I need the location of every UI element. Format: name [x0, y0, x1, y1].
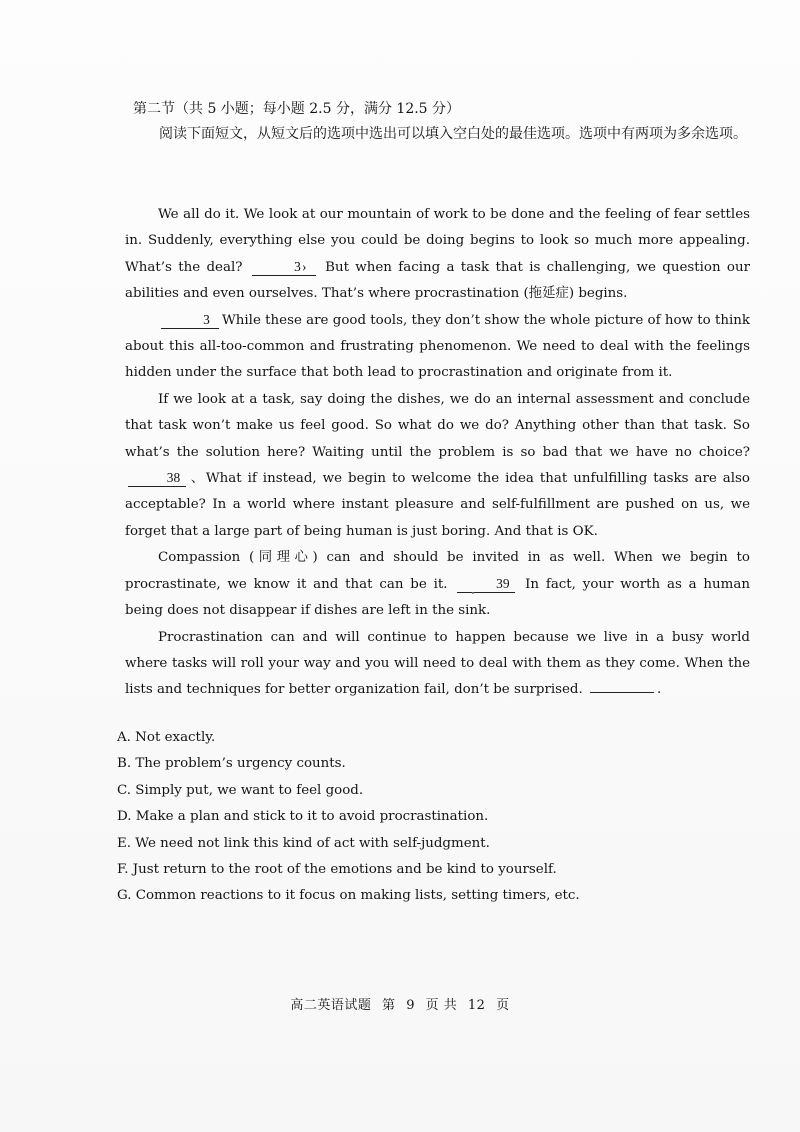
page-footer [0, 996, 800, 1016]
option-e: E. We need not link this kind of act with self-judgment. [117, 835, 490, 851]
passage-paragraph-1 [125, 202, 750, 308]
option-a: A. Not exactly. [117, 730, 216, 745]
option-d: D. Make a plan and stick to it to avoid procrastination. [117, 809, 489, 825]
footer-page-suffix: 页 [496, 998, 510, 1013]
passage-paragraph-5 [125, 625, 750, 704]
footer-page-total: 12 [467, 998, 486, 1013]
footer-exam-label: 高二英语试题 [290, 998, 372, 1013]
option-b: B. The problem’s urgency counts. [117, 756, 346, 772]
blank-38: 38 [128, 469, 186, 487]
reading-passage [125, 202, 750, 704]
paragraph-1-text-b: But when facing a task that is challenging, we question our abilities and even ourselves. That’s where procrastination (拖延症) begins. [125, 259, 751, 302]
option-c: C. Simply put, we want to feel good. [117, 782, 364, 798]
paragraph-3-text-a: If we look at a task, say doing the dishes, we do an internal assessment and conclude that task won’t make us feel good. So what do we do? Anything other than that task. So what’s the solution here? Waiting until the problem is so bad that we have no choice? [125, 391, 750, 460]
paragraph-1-text-a: We all do it. We look at our mountain of work to be done and the feeling of fear settles in. Suddenly, everything else you could be doing begins to look so much more appealing. What’s the deal? [125, 207, 750, 275]
blank-36: 3 › [252, 258, 316, 276]
paragraph-4-text-b: In fact, your worth as a human being does not disappear if dishes are left in the sink. [125, 576, 750, 619]
section-instruction: 阅读下面短文，从短文后的选项中选出可以填入空白处的最佳选项。选项中有两项为多余选项。 [159, 126, 747, 142]
paragraph-5-text: Procrastination can and will continue to happen because we live in a busy world where tasks will roll your way and you will need to deal with them as they come. When the lists and techniques for better organization fail, don’t be surprised. [125, 629, 750, 698]
footer-page-prefix: 第 [382, 998, 396, 1013]
blank-40 [590, 692, 654, 693]
footer-page-mid: 页 共 [425, 998, 458, 1013]
paragraph-4-text-a: Compassion (同理心) can and should be invited in as well. When we begin to procrastinate, we know it and that can be it. [125, 550, 750, 592]
section-title: 第二节（共 5 小题；每小题 2.5 分，满分 12.5 分） [133, 101, 461, 117]
passage-paragraph-3 [125, 387, 750, 545]
scan-speck [472, 592, 474, 594]
option-g: G. Common reactions to it focus on making lists, setting timers, etc. [117, 888, 580, 904]
footer-page-number: 9 [406, 998, 415, 1013]
paragraph-2-text: While these are good tools, they don’t show the whole picture of how to think about this all-too-common and frustrating phenomenon. We need to deal with the feelings hidden under the surface that both lead to procrastination and originate from it. [125, 312, 750, 381]
passage-paragraph-2 [125, 308, 750, 387]
answer-options [117, 725, 737, 910]
option-f: F. Just return to the root of the emotions and be kind to yourself. [117, 862, 557, 878]
paragraph-5-period: . [657, 682, 662, 698]
blank-37: 3 [161, 311, 219, 329]
blank-39: 39 [457, 575, 515, 593]
passage-paragraph-4 [125, 545, 750, 624]
paragraph-3-text-b: 、What if instead, we begin to welcome the idea that unfulfilling tasks are also acceptable? In a world where instant pleasure and self-fulfillment are pushed on us, we forget that a large part of being human is just boring. And that is OK. [125, 471, 750, 539]
